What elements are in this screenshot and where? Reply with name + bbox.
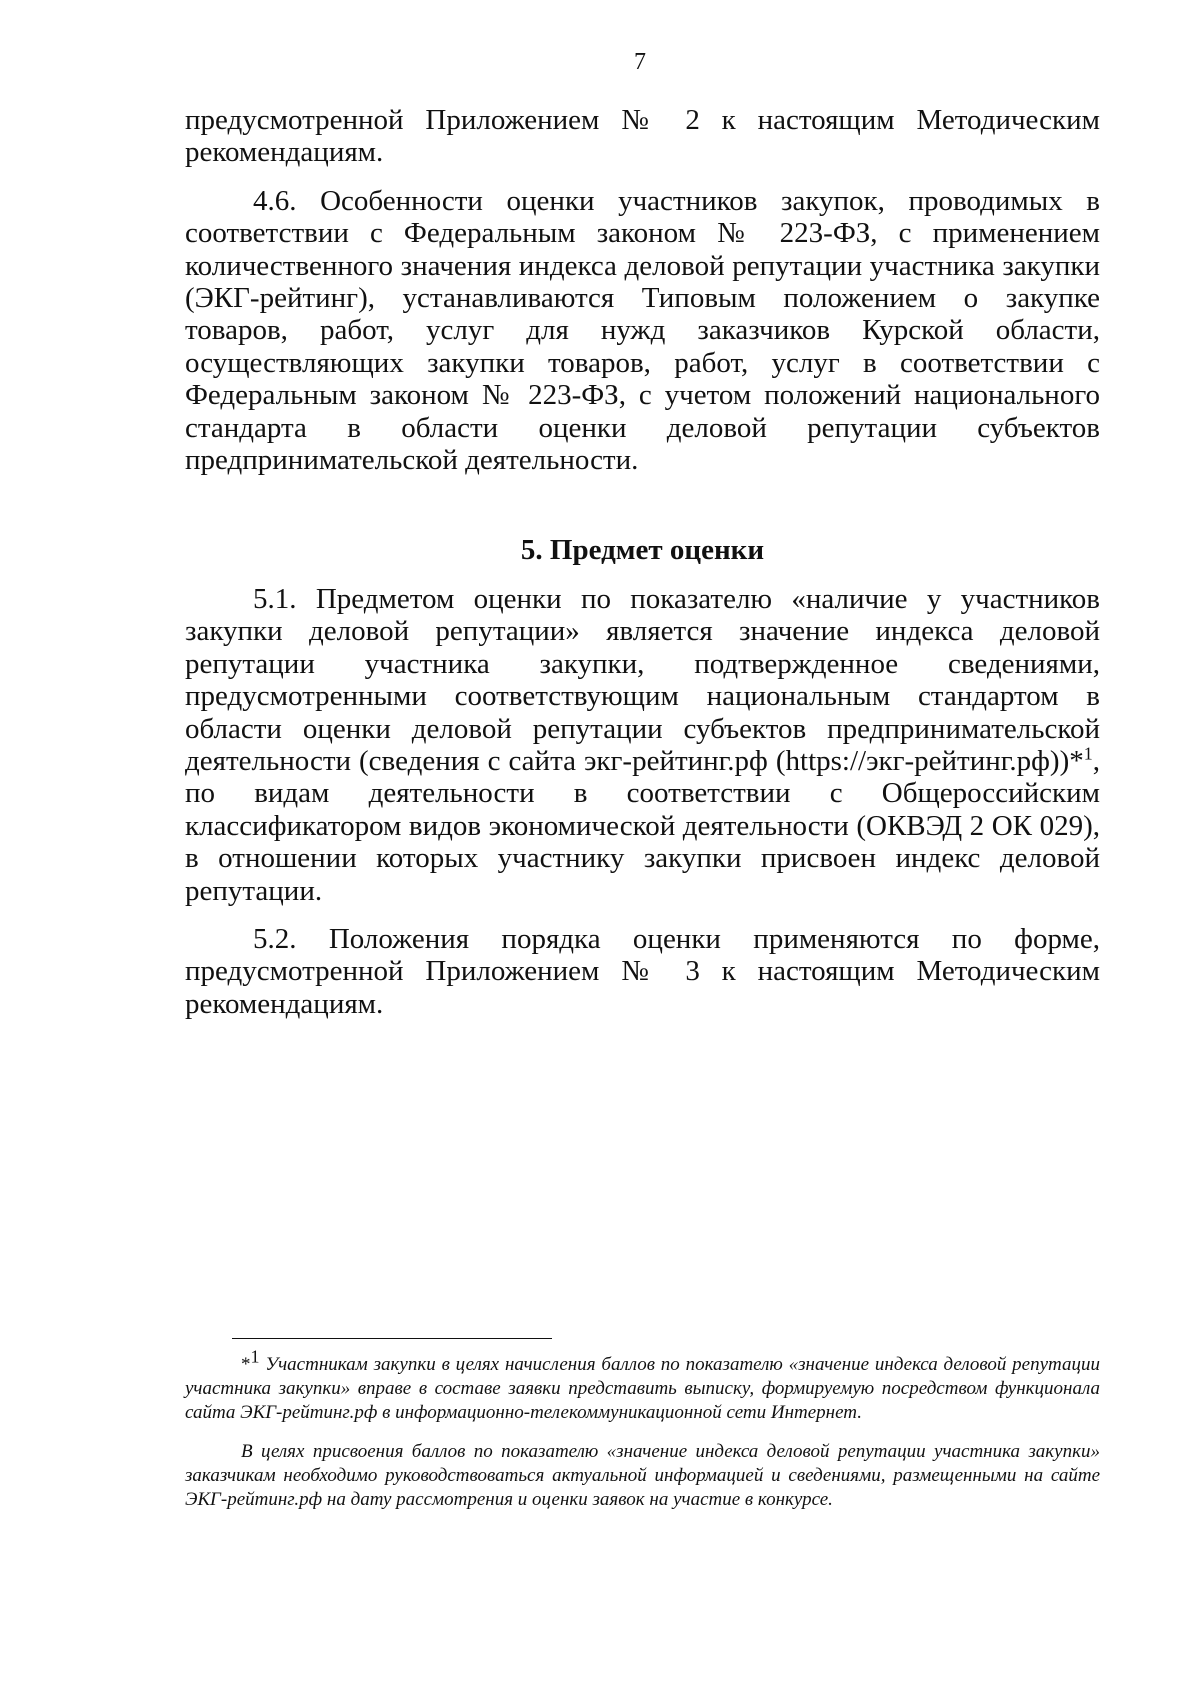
paragraph-4-6: 4.6. Особенности оценки участников закупок, проводимых в соответствии с Федеральным законом № 223-ФЗ, с применением количественного значения индекса деловой репутации участника закупки (ЭКГ-рейтинг), устанавливаются Типовым положением о закупке товаров, работ, услуг для нужд заказчиков Курской области, осуществляющих закупки товаров, работ, услуг в соответствии с Федеральным законом № 223-ФЗ, с учетом положений национального стандарта в области оценки деловой репутации субъектов предпринимательской деятельности.	[185, 184, 1100, 477]
footnote-separator	[232, 1338, 552, 1339]
footnote-1	[185, 1346, 1101, 1426]
body-lower	[185, 583, 1100, 1020]
footnote-2: В целях присвоения баллов по показателю «значение индекса деловой репутации участника закупки» заказчикам необходимо руководствоваться актуальной информацией и сведениями, размещенными на сайте ЭКГ-рейтинг.рф на дату рассмотрения и оценки заявок на участие в конкурсе.	[185, 1440, 1100, 1511]
paragraph-5-1	[185, 583, 1100, 907]
footnotes	[185, 1346, 1101, 1512]
footnote-1-text: Участникам закупки в целях начисления баллов по показателю «значение индекса деловой репутации участника закупки» вправе в составе заявки представить выписку, формируемую посредством функционала сайта ЭКГ-рейтинг.рф в информационно-телекоммуникационной сети Интернет.	[185, 1354, 1101, 1424]
continuation-paragraph: предусмотренной Приложением № 2 к настоящим Методическим рекомендациям.	[185, 104, 1100, 169]
paragraph-5-1-main: 5.1. Предметом оценки по показателю «наличие у участников закупки деловой репутации» является значение индекса деловой репутации участника закупки, подтвержденное сведениями, предусмотренными соответствующим национальным стандартом в области оценки деловой репутации субъектов предпринимательской деятельности (сведения с сайта экг-рейтинг.рф (https://экг-рейтинг.рф))*	[185, 583, 1100, 778]
footnote-marker: *	[241, 1354, 251, 1375]
paragraph-5-1-tail: , по видам деятельности в соответствии с Общероссийским классификатором видов экономической деятельности (ОКВЭД 2 ОК 029), в отношении которых участнику закупки присвоен индекс деловой репутации.	[185, 745, 1100, 907]
footnote-ref: 1	[1083, 743, 1093, 764]
body-upper	[185, 104, 1100, 476]
paragraph-5-2: 5.2. Положения порядка оценки применяются по форме, предусмотренной Приложением № 3 к настоящим Методическим рекомендациям.	[185, 923, 1100, 1020]
page-number: 7	[634, 49, 646, 75]
section-5-heading: 5. Предмет оценки	[520, 534, 765, 566]
footnote-marker-number: 1	[250, 1346, 260, 1367]
